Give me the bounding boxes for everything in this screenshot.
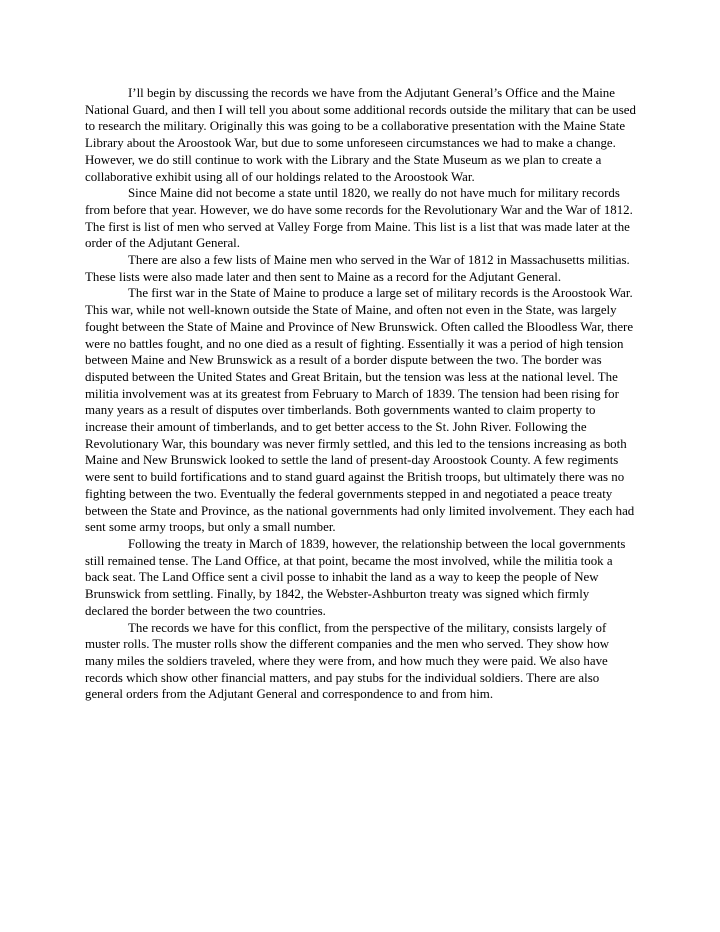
paragraph-aroostook-war: The first war in the State of Maine to produce a large set of military records is the Aroostook War. This war, while not well-known outside the State of Maine, and often not even in the State, was largely fought between the State of Maine and Province of New Brunswick. Often called the Bloodless War, there were no battles fought, and no one died as a result of fighting. Essentially it was a period of high tension between Maine and New Brunswick as a result of a border dispute between the two. The border was disputed between the United States and Great Britain, but the tension was less at the national level. The militia involvement was at its greatest from February to March of 1839. The tension had been rising for many years as a result of disputes over timberlands. Both governments wanted to claim property to increase their amount of timberlands, and to get better access to the St. John River. Following the Revolutionary War, this boundary was never firmly settled, and this led to the tensions increasing as both Maine and New Brunswick looked to settle the land of present-day Aroostook County. A few regiments were sent to build fortifications and to stand guard against the British troops, but ultimately there was no fighting between the two. Eventually the federal governments stepped in and negotiated a peace treaty between the State and Province, as the national governments had only limited involvement. They each had sent some army troops, but only a small number. [85, 286, 635, 535]
paragraph-war-of-1812: There are also a few lists of Maine men who served in the War of 1812 in Massachusetts militias. These lists were also made later and then sent to Maine as a record for the Adjutant General. [85, 253, 630, 284]
paragraph-intro: I’ll begin by discussing the records we have from the Adjutant General’s Office and the Maine National Guard, and then I will tell you about some additional records outside the military that can be used to research the military. Originally this was going to be a collaborative presentation with the Maine State Library about the Aroostook War, but due to some unforeseen circumstances we had to make a change. However, we do still continue to work with the Library and the State Museum as we plan to create a collaborative exhibit using all of our holdings related to the Aroostook War. [85, 86, 636, 184]
document-body [85, 85, 636, 703]
paragraph-muster-rolls: The records we have for this conflict, from the perspective of the military, consists largely of muster rolls. The muster rolls show the different companies and the men who served. They show how many miles the soldiers traveled, where they were from, and how much they were paid. We also have records which show other financial matters, and pay stubs for the individual soldiers. There are also general orders from the Adjutant General and correspondence to and from him. [85, 620, 610, 702]
paragraph-pre-1820-records: Since Maine did not become a state until 1820, we really do not have much for military records from before that year. However, we do have some records for the Revolutionary War and the War of 1812. The first is list of men who served at Valley Forge from Maine. This list is a list that was made later at the order of the Adjutant General. [85, 186, 633, 251]
paragraph-post-treaty: Following the treaty in March of 1839, however, the relationship between the local governments still remained tense. The Land Office, at that point, became the most involved, while the militia took a back seat. The Land Office sent a civil posse to inhabit the land as a way to keep the people of New Brunswick from settling. Finally, by 1842, the Webster-Ashburton treaty was signed which firmly declared the border between the two countries. [85, 536, 626, 618]
